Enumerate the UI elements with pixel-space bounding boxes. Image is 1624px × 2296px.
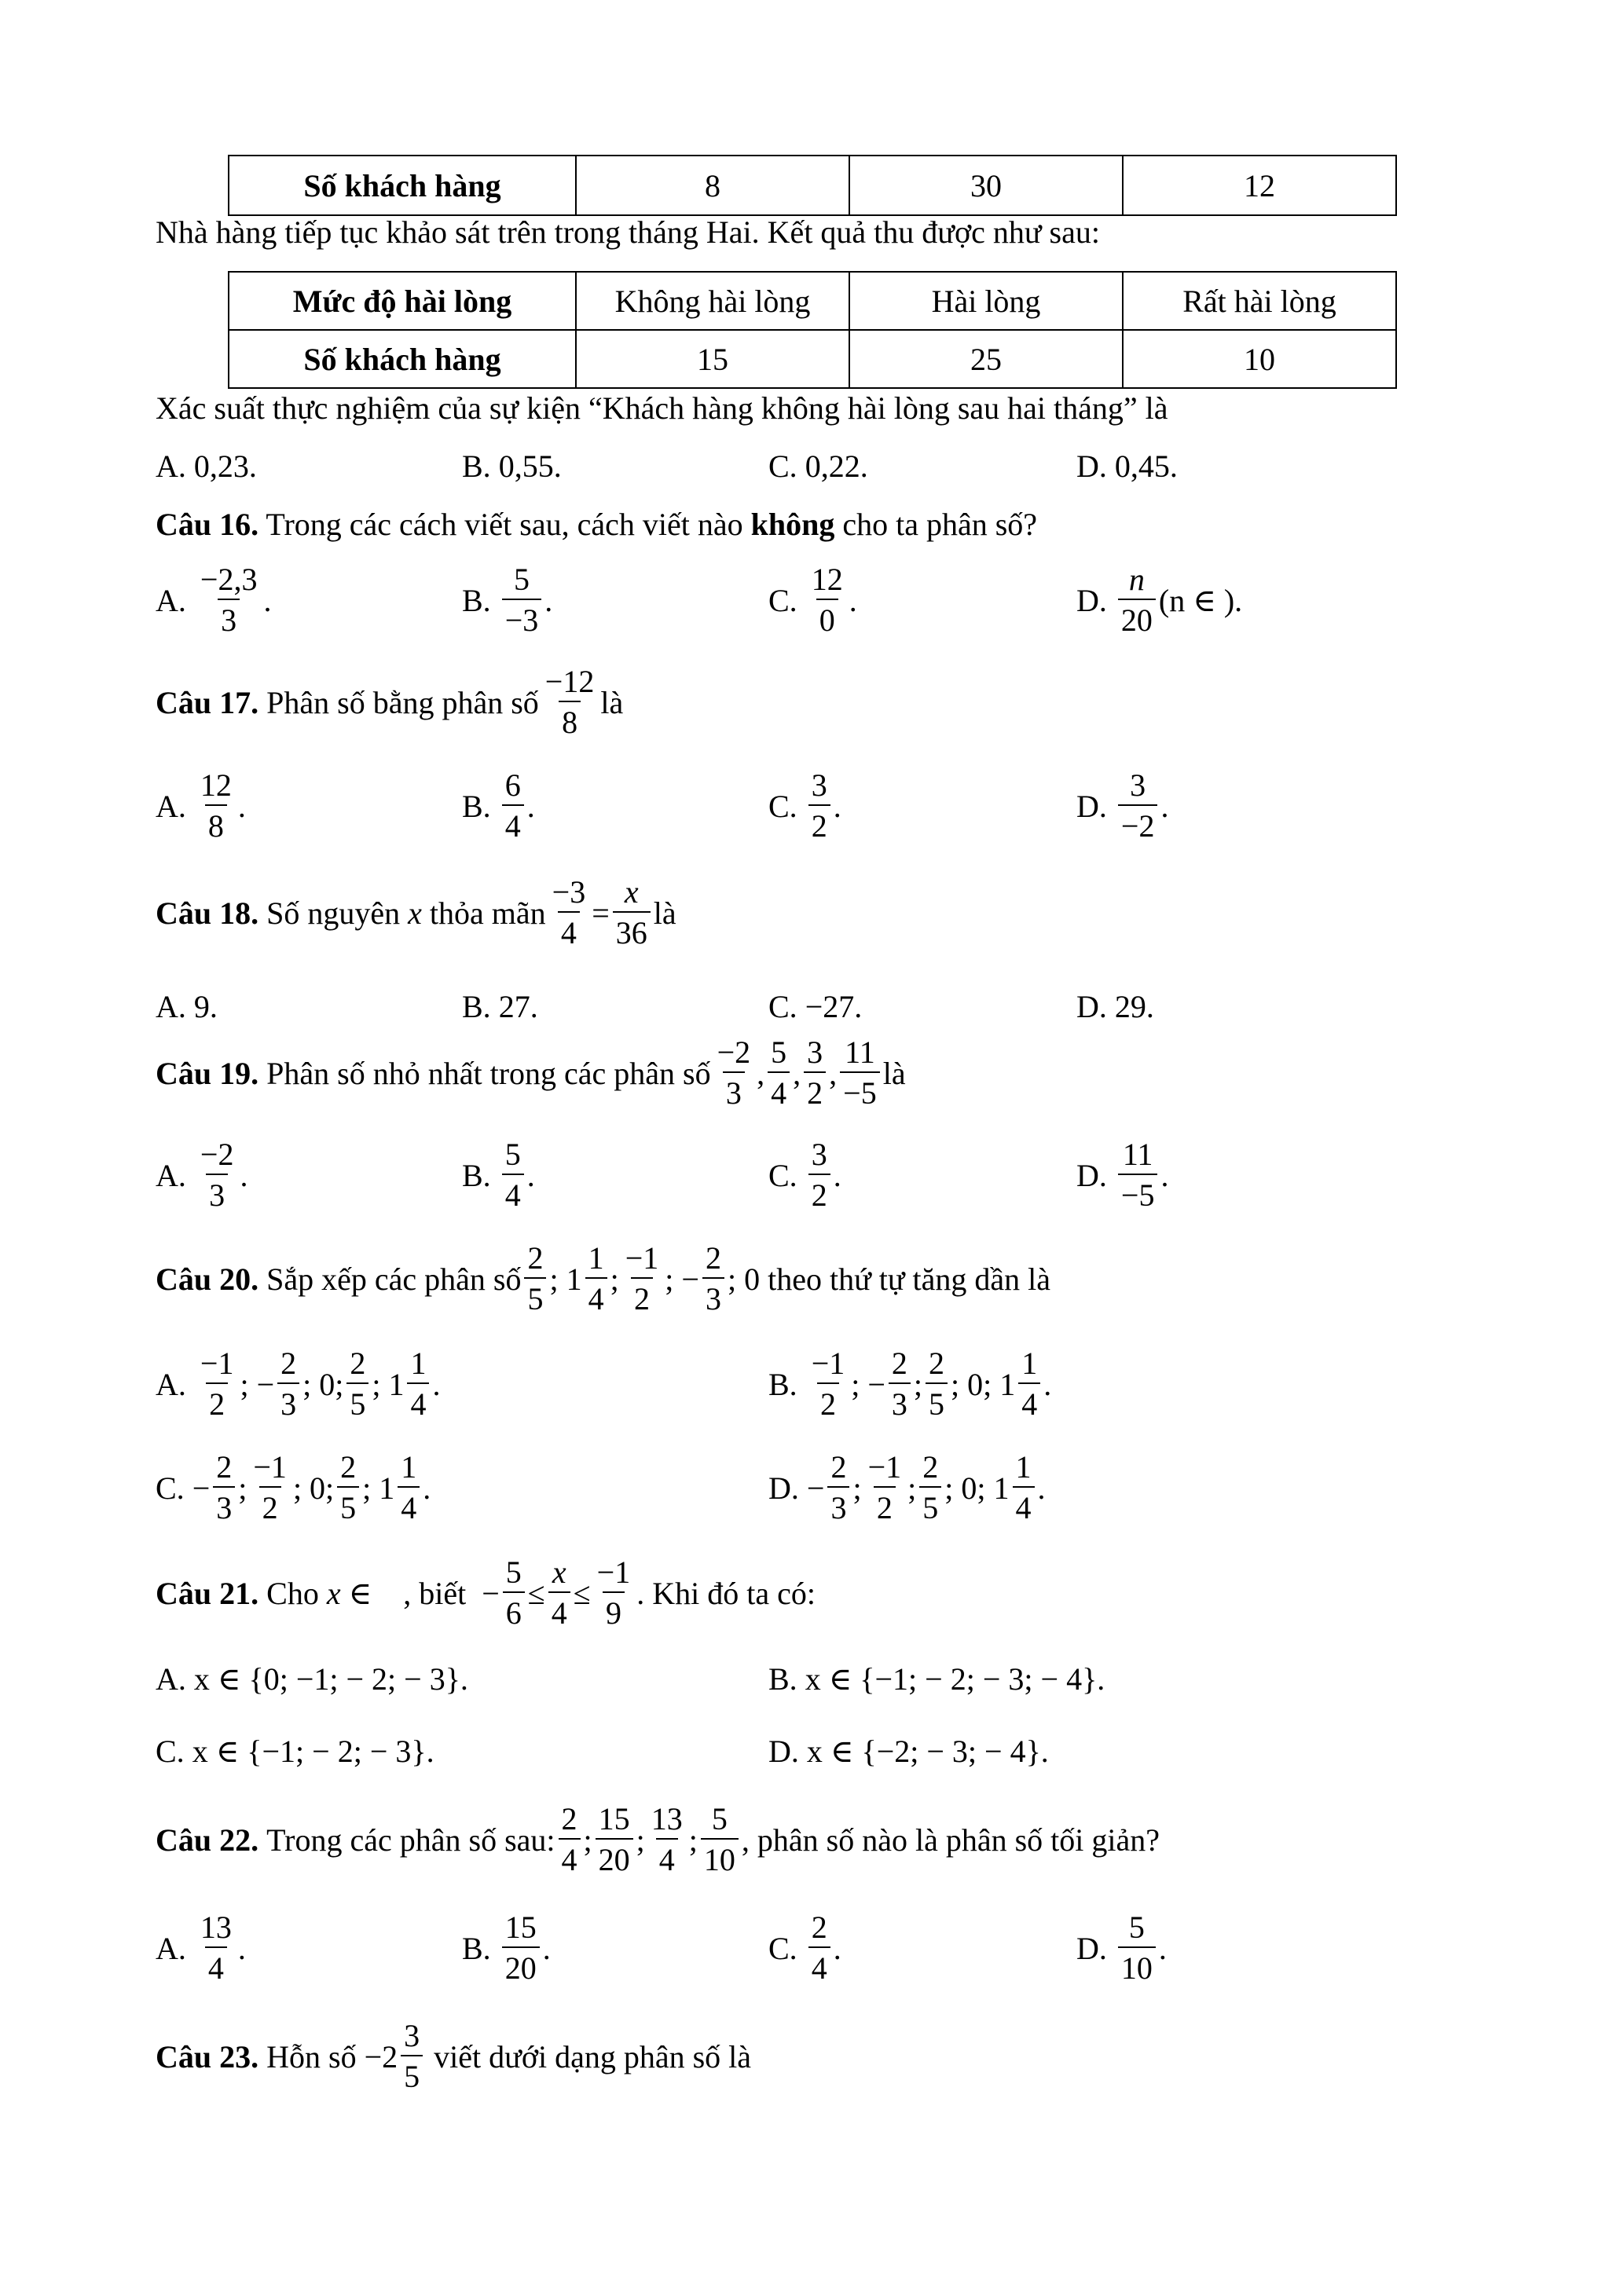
q18-option-a: A. 9. — [156, 989, 218, 1024]
q19-option-a: A. $\frac{-2}{3}$ . — [156, 1137, 248, 1213]
table-header: Hài lòng — [849, 272, 1123, 330]
q19-option-d: D. $\frac{11}{-5}$ . — [1076, 1137, 1169, 1213]
table-cell: 15 — [576, 330, 849, 388]
q22-option-b: B. $\frac{15}{20}$ . — [462, 1910, 551, 1986]
q15-option-a: A. 0,23. — [156, 449, 257, 484]
table-row-label: Số khách hàng — [229, 156, 576, 215]
table-header-label: Mức độ hài lòng — [229, 272, 576, 330]
q16-option-b: B. $\frac{5}{-3}$ . — [462, 562, 553, 638]
question-15-text: Xác suất thực nghiệm của sự kiện “Khách hàng không hài lòng sau hai tháng” là — [156, 390, 1168, 426]
table-cell: 12 — [1123, 156, 1396, 215]
q22-option-d: D. $\frac{5}{10}$ . — [1076, 1910, 1167, 1986]
q18-option-c: C. −27. — [768, 989, 863, 1024]
q21-option-b: B. x ∈ {−1; − 2; − 3; − 4}. — [768, 1661, 1105, 1697]
q16-option-a: A. $\frac{-2,3}{3}$ . — [156, 562, 272, 638]
q16-option-c: C. $\frac{12}{0}$ . — [768, 562, 857, 638]
q16-option-d: D. $\frac{n}{20}$ (n ∈ ). — [1076, 562, 1243, 638]
q17-option-b: B. $\frac{6}{4}$ . — [462, 767, 535, 844]
question-21-text: Câu 21. Cho x ∈ , biết − $\frac{5}{6}$ ≤ $\frac{x}{4}$ ≤ $\frac{-1}{9}$ . Khi đó ta có: — [156, 1554, 816, 1631]
q20-option-d: D. − $\frac{2}{3}$ ; $\frac{-1}{2}$ ; $\frac{2}{5}$ ; 0; 1 $\frac{1}{4}$ . — [768, 1449, 1046, 1525]
q18-option-b: B. 27. — [462, 989, 538, 1024]
q19-option-b: B. $\frac{5}{4}$ . — [462, 1137, 535, 1213]
q15-option-c: C. 0,22. — [768, 449, 868, 484]
q21-option-c: C. x ∈ {−1; − 2; − 3}. — [156, 1734, 434, 1769]
q21-option-a: A. x ∈ {0; −1; − 2; − 3}. — [156, 1661, 468, 1697]
q17-option-a: A. $\frac{12}{8}$ . — [156, 767, 246, 844]
question-17-text: Câu 17. Phân số bằng phân số $\frac{-12}{8}$ là — [156, 664, 624, 740]
q19-option-c: C. $\frac{3}{2}$ . — [768, 1137, 841, 1213]
table-cell: 25 — [849, 330, 1123, 388]
survey-table-february — [228, 271, 1397, 389]
q15-option-b: B. 0,55. — [462, 449, 562, 484]
table-row-label: Số khách hàng — [229, 330, 576, 388]
q21-option-d: D. x ∈ {−2; − 3; − 4}. — [768, 1734, 1049, 1769]
table-cell: 30 — [849, 156, 1123, 215]
question-19-text: Câu 19. Phân số nhỏ nhất trong các phân số $\frac{-2}{3}$ , $\frac{5}{4}$ , $\frac{3}{2}$ , $\frac{11}{-5}$ là — [156, 1034, 906, 1111]
question-23-text: Câu 23. Hỗn số −2 $\frac{3}{5}$ viết dưới dạng phân số là — [156, 2018, 752, 2094]
q20-option-b: B. $\frac{-1}{2}$ ; − $\frac{2}{3}$ ; $\frac{2}{5}$ ; 0; 1 $\frac{1}{4}$ . — [768, 1346, 1052, 1422]
q15-option-d: D. 0,45. — [1076, 449, 1178, 484]
table-cell: 10 — [1123, 330, 1396, 388]
survey-intro-text: Nhà hàng tiếp tục khảo sát trên trong tháng Hai. Kết quả thu được như sau: — [156, 214, 1100, 250]
q17-option-d: D. $\frac{3}{-2}$ . — [1076, 767, 1169, 844]
q20-option-c: C. − $\frac{2}{3}$ ; $\frac{-1}{2}$ ; 0; $\frac{2}{5}$ ; 1 $\frac{1}{4}$ . — [156, 1449, 431, 1525]
question-20-text: Câu 20. Sắp xếp các phân số $\frac{2}{5}$ ; 1 $\frac{1}{4}$ ; $\frac{-1}{2}$ ; − $\frac{2}{3}$ ; 0 theo thứ tự tăng dần là — [156, 1240, 1051, 1316]
q18-option-d: D. 29. — [1076, 989, 1154, 1024]
q22-option-c: C. $\frac{2}{4}$ . — [768, 1910, 841, 1986]
survey-table-january — [228, 155, 1397, 216]
q17-option-c: C. $\frac{3}{2}$ . — [768, 767, 841, 844]
table-header: Rất hài lòng — [1123, 272, 1396, 330]
q22-option-a: A. $\frac{13}{4}$ . — [156, 1910, 246, 1986]
table-header: Không hài lòng — [576, 272, 849, 330]
question-16-text: Câu 16. Trong các cách viết sau, cách viết nào không cho ta phân số? — [156, 507, 1038, 542]
question-22-text: Câu 22. Trong các phân số sau: $\frac{2}{4}$ ; $\frac{15}{20}$ ; $\frac{13}{4}$ ; $\frac{5}{10}$ , phân số nào là phân số tối giản? — [156, 1801, 1160, 1877]
question-18-text: Câu 18. Số nguyên x thỏa mãn $\frac{-3}{4}$ = $\frac{x}{36}$ là — [156, 874, 676, 950]
table-cell: 8 — [576, 156, 849, 215]
q20-option-a: A. $\frac{-1}{2}$ ; − $\frac{2}{3}$ ; 0; $\frac{2}{5}$ ; 1 $\frac{1}{4}$ . — [156, 1346, 441, 1422]
